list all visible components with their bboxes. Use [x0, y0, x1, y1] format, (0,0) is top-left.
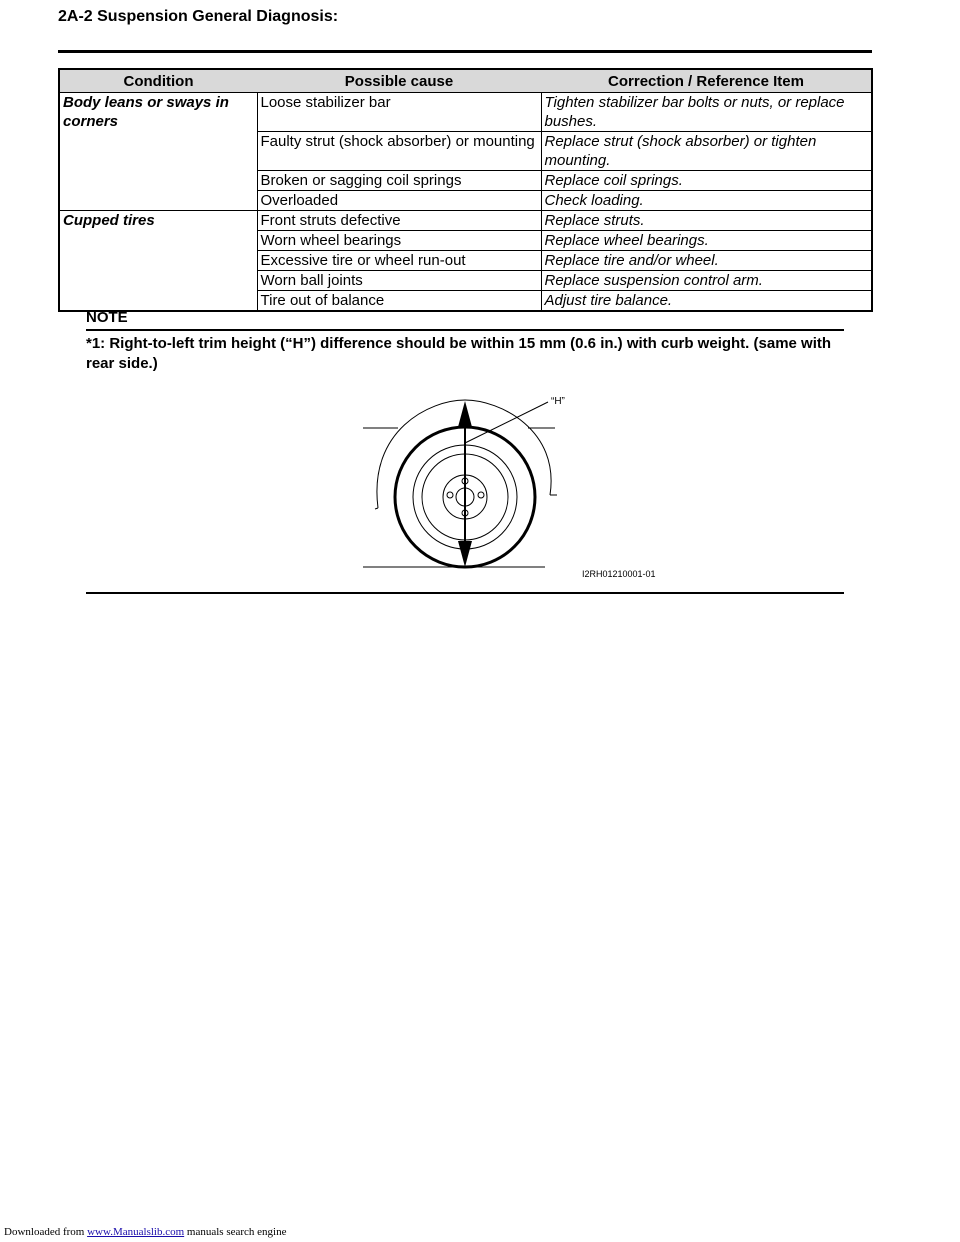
- cause-cell: Overloaded: [257, 191, 541, 211]
- header-divider: [58, 50, 872, 53]
- note-divider: [86, 329, 844, 331]
- correction-cell: Check loading.: [541, 191, 872, 211]
- condition-cell: Cupped tires: [59, 211, 257, 312]
- cause-cell: Excessive tire or wheel run-out: [257, 251, 541, 271]
- note-text: *1: Right-to-left trim height (“H”) difference should be within 15 mm (0.6 in.) with curb weight. (same with rear side.): [86, 335, 832, 372]
- correction-cell: Replace tire and/or wheel.: [541, 251, 872, 271]
- table-header-row: [59, 69, 872, 93]
- cause-cell: Front struts defective: [257, 211, 541, 231]
- column-header-cause: Possible cause: [257, 69, 541, 93]
- cause-cell: Loose stabilizer bar: [257, 93, 541, 132]
- figure-code: I2RH01210001-01: [582, 569, 656, 579]
- manualslib-link[interactable]: www.Manualslib.com: [87, 1226, 185, 1238]
- cause-cell: Worn ball joints: [257, 271, 541, 291]
- section-divider: [86, 592, 844, 594]
- trim-height-figure: [360, 385, 670, 585]
- height-arrow-head-down: [458, 541, 472, 567]
- lug-right: [478, 492, 484, 498]
- correction-cell: Replace struts.: [541, 211, 872, 231]
- footer-suffix: manuals search engine: [184, 1226, 287, 1238]
- h-leader-line: [465, 402, 548, 443]
- cause-cell: Broken or sagging coil springs: [257, 171, 541, 191]
- column-header-correction: Correction / Reference Item: [541, 69, 872, 93]
- cause-cell: Tire out of balance: [257, 291, 541, 312]
- diagnosis-table: [58, 68, 873, 312]
- correction-cell: Tighten stabilizer bar bolts or nuts, or replace bushes.: [541, 93, 872, 132]
- column-header-condition: Condition: [59, 69, 257, 93]
- fender-flange-left: [375, 508, 378, 509]
- correction-cell: Adjust tire balance.: [541, 291, 872, 312]
- cause-cell: Worn wheel bearings: [257, 231, 541, 251]
- condition-cell: Body leans or sways in corners: [59, 93, 257, 211]
- correction-cell: Replace coil springs.: [541, 171, 872, 191]
- h-label: “H”: [551, 396, 565, 407]
- footer-prefix: Downloaded from: [4, 1226, 88, 1238]
- correction-cell: Replace wheel bearings.: [541, 231, 872, 251]
- note-label: NOTE: [86, 309, 128, 326]
- lug-left: [447, 492, 453, 498]
- table-row: [59, 211, 872, 231]
- correction-cell: Replace strut (shock absorber) or tighten mounting.: [541, 132, 872, 171]
- table-row: [59, 93, 872, 132]
- cause-cell: Faulty strut (shock absorber) or mounting: [257, 132, 541, 171]
- correction-cell: Replace suspension control arm.: [541, 271, 872, 291]
- height-arrow-head-up: [458, 401, 472, 427]
- footer: [4, 1226, 286, 1238]
- page-title: 2A-2 Suspension General Diagnosis:: [58, 8, 339, 25]
